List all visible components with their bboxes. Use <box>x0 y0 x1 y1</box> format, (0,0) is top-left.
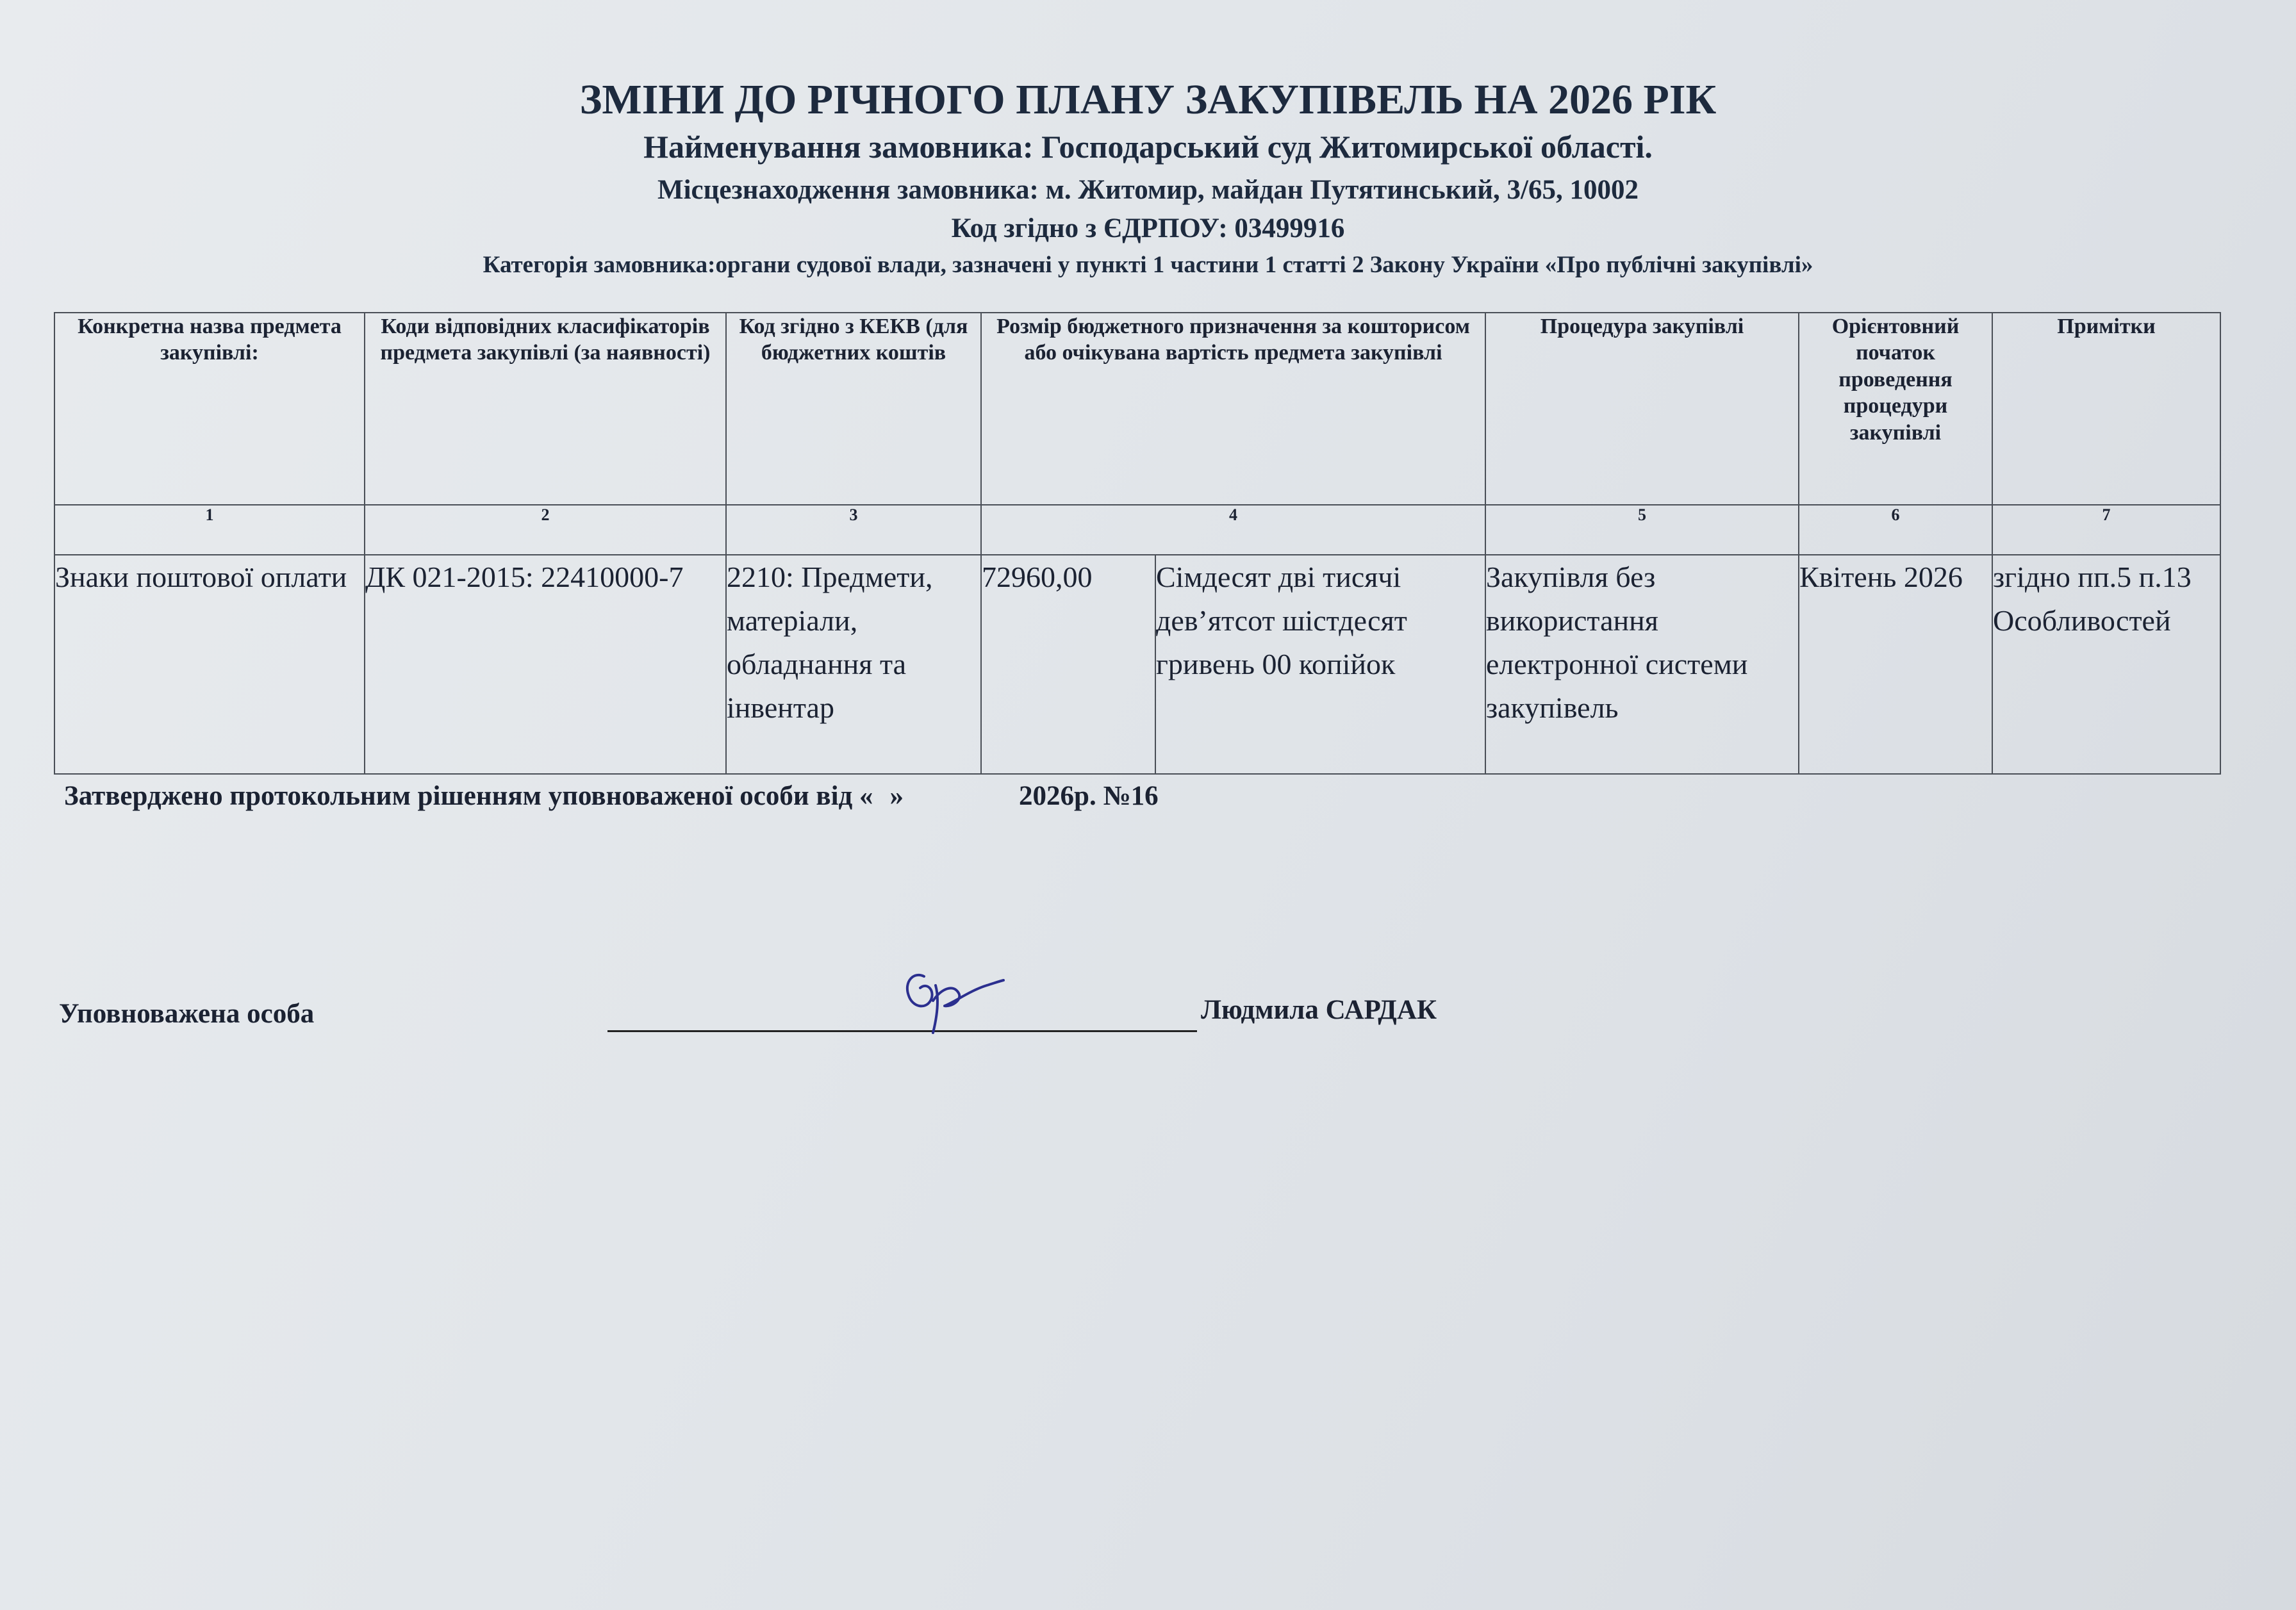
approval-statement <box>64 780 1159 812</box>
header-procedure: Процедура закупівлі <box>1485 313 1799 505</box>
cell-item-name: Знаки поштової оплати <box>54 555 365 774</box>
column-number: 5 <box>1485 505 1799 555</box>
table-header-row <box>54 313 2220 505</box>
cell-start-date: Квітень 2026 <box>1799 555 1992 774</box>
column-number: 7 <box>1992 505 2220 555</box>
column-number: 1 <box>54 505 365 555</box>
cell-amount: 72960,00 <box>981 555 1155 774</box>
customer-name: Найменування замовника: Господарський суд Житомирської області. <box>643 129 1653 165</box>
header-classifier-codes: Коди відповідних класифікаторів предмета закупівлі (за наявності) <box>365 313 726 505</box>
header-item-name: Конкретна назва предмета закупівлі: <box>54 313 365 505</box>
column-number-row <box>54 505 2220 555</box>
cell-notes: згідно пп.5 п.13 Особливостей <box>1992 555 2220 774</box>
cell-amount-words: Сімдесят дві тисячі дев’ятсот шістдесят гривень 00 копійок <box>1155 555 1485 774</box>
header-notes: Примітки <box>1992 313 2220 505</box>
column-number: 4 <box>981 505 1485 555</box>
approval-text: Затверджено протокольним рішенням уповноваженої особи від « <box>64 781 873 811</box>
procurement-plan-table <box>54 312 2221 775</box>
column-number: 3 <box>726 505 981 555</box>
document-title: ЗМІНИ ДО РІЧНОГО ПЛАНУ ЗАКУПІВЕЛЬ НА 2026 РІК <box>579 76 1717 123</box>
cell-classifier-codes: ДК 021-2015: 22410000-7 <box>365 555 726 774</box>
authorized-person-name: Людмила САРДАК <box>1201 995 1437 1025</box>
edrpou-code: Код згідно з ЄДРПОУ: 03499916 <box>951 213 1345 243</box>
cell-procedure: Закупівля без використання електронної системи закупівель <box>1485 555 1799 774</box>
customer-location: Місцезнаходження замовника: м. Житомир, майдан Путятинський, 3/65, 10002 <box>657 175 1639 205</box>
header-budget-amount: Розмір бюджетного призначення за кошторисом або очікувана вартість предмета закупівлі <box>981 313 1485 505</box>
handwritten-signature <box>891 962 1006 1039</box>
customer-category: Категорія замовника:органи судової влади, зазначені у пункті 1 частини 1 статті 2 Закону України «Про публічні закупівлі» <box>483 252 1813 278</box>
header-start-date: Орієнтовний початок проведення процедури закупівлі <box>1799 313 1992 505</box>
header-kekv: Код згідно з КЕКВ (для бюджетних коштів <box>726 313 981 505</box>
approval-number: 2026р. №16 <box>1019 781 1159 811</box>
authorized-person-label: Уповноважена особа <box>59 999 315 1029</box>
column-number: 2 <box>365 505 726 555</box>
table-row <box>54 555 2220 774</box>
approval-quote-close: » <box>889 781 904 811</box>
cell-kekv: 2210: Предмети, матеріали, обладнання та інвентар <box>726 555 981 774</box>
column-number: 6 <box>1799 505 1992 555</box>
